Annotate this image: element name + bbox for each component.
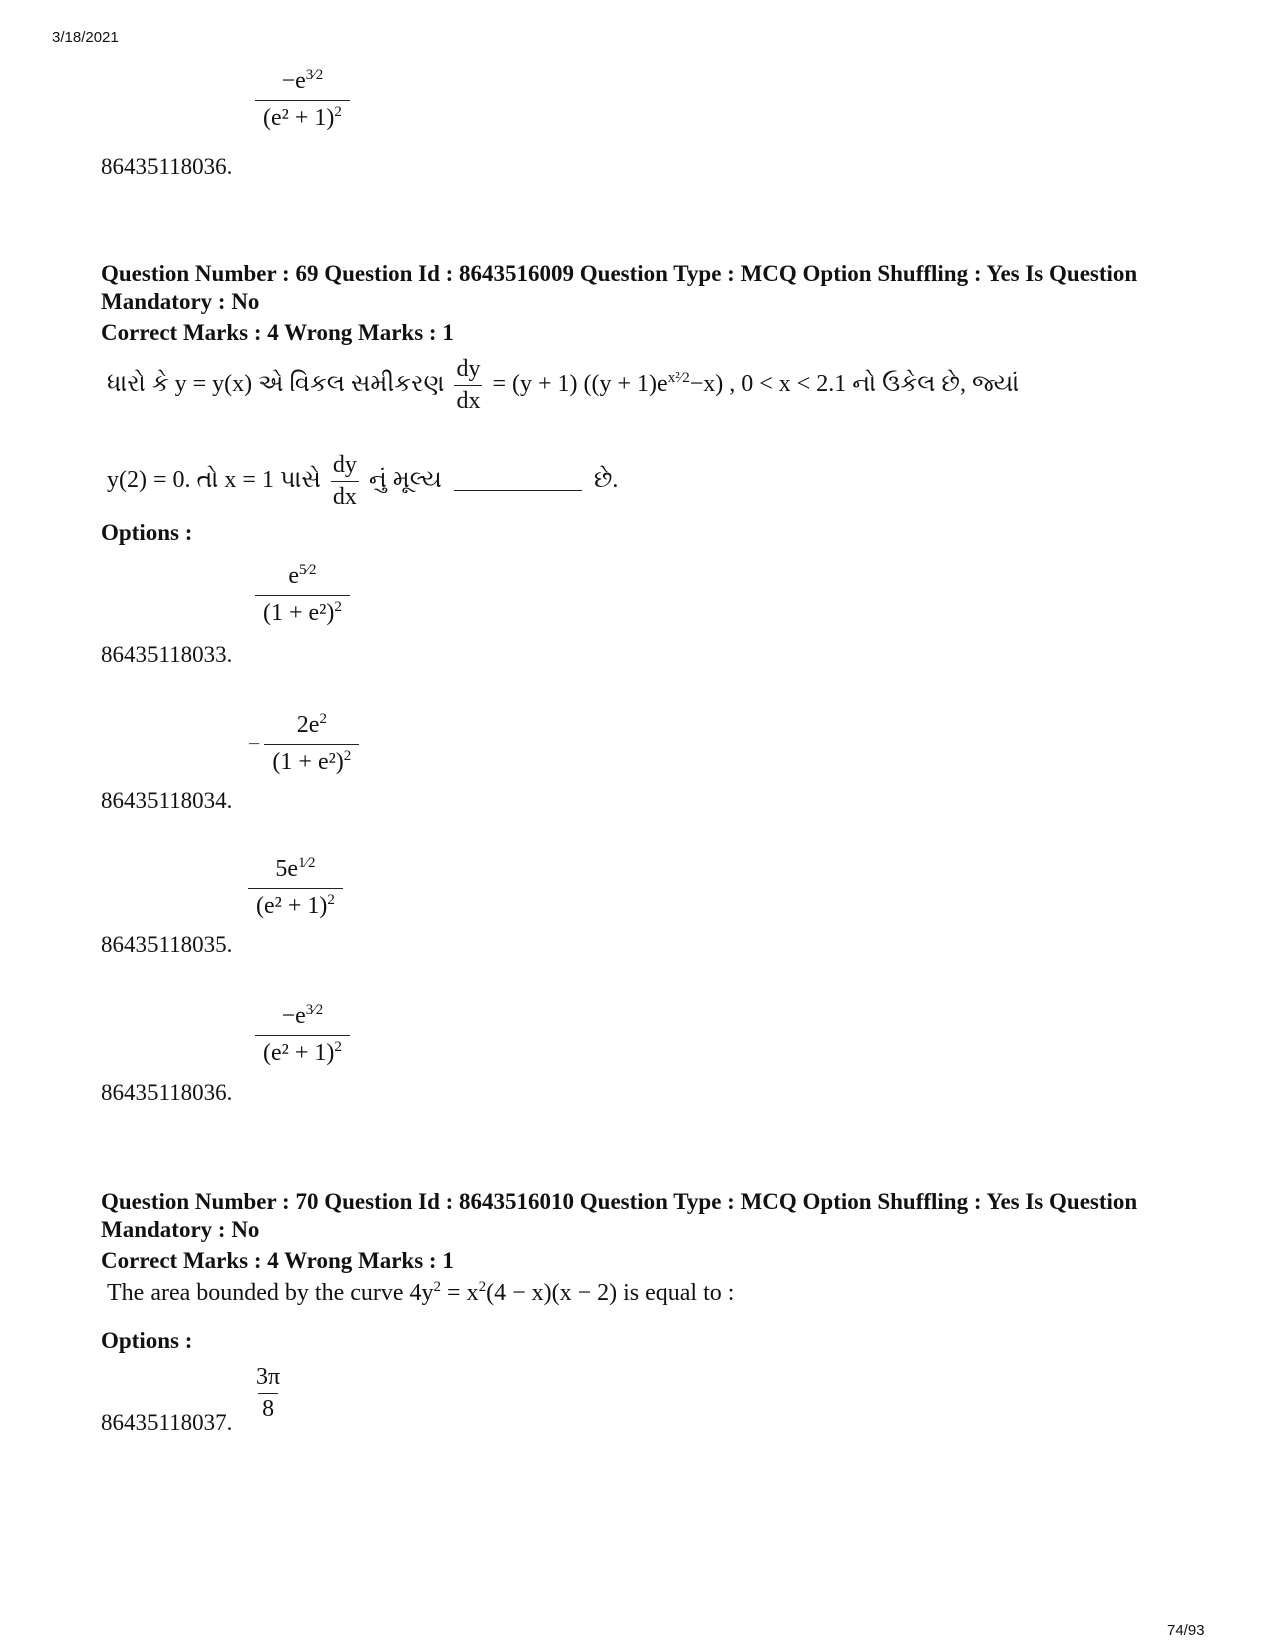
denominator: 8 xyxy=(262,1396,275,1422)
q69-text-line1 xyxy=(107,356,1019,415)
q69-option-2-formula xyxy=(248,712,359,776)
dy-dx-fraction xyxy=(454,356,482,415)
fraction xyxy=(255,68,350,132)
page-number: 74/93 xyxy=(1167,1622,1205,1639)
numerator-exponent: 2 xyxy=(319,711,327,727)
q69-options-label: Options : xyxy=(101,520,193,545)
denominator-exponent: 2 xyxy=(327,892,335,908)
q70-header: Question Number : 70 Question Id : 8643516010 Question Type : MCQ Option Shuffling : Yes Is Question Mandatory : No xyxy=(101,1189,1138,1242)
fraction xyxy=(255,1003,350,1067)
numerator-exponent: 3⁄2 xyxy=(305,67,324,83)
q69-header: Question Number : 69 Question Id : 8643516009 Question Type : MCQ Option Shuffling : Yes Is Question Mandatory : No xyxy=(101,261,1138,314)
denominator-exponent: 2 xyxy=(334,104,342,120)
q69-option-3-id: 86435118035. xyxy=(101,932,233,957)
prev-option-formula xyxy=(255,68,350,132)
q69-option-4-formula xyxy=(255,1003,350,1067)
q69-option-4-id: 86435118036. xyxy=(101,1080,233,1105)
q69-line2-prefix: y(2) = 0. તો x = 1 પાસે xyxy=(107,467,321,494)
q70-option-1-id: 86435118037. xyxy=(101,1410,233,1435)
numerator-exponent: 1⁄2 xyxy=(298,855,316,871)
numerator: −e xyxy=(281,68,306,94)
q69-option-1-id: 86435118033. xyxy=(101,642,233,667)
numerator: 3π xyxy=(256,1364,281,1390)
q69-line1-equation-end: −x) , 0 < x < 2.1 નો ઉકેલ છે, જ્યાં xyxy=(689,371,1020,398)
q69-marks: Correct Marks : 4 Wrong Marks : 1 xyxy=(101,320,454,345)
dy: dy xyxy=(332,452,357,478)
denominator-exponent: 2 xyxy=(343,748,352,764)
denominator: (1 + e²) xyxy=(272,749,344,775)
denominator: (e² + 1) xyxy=(256,893,328,919)
fraction xyxy=(264,712,359,776)
q70-text-mid: = x xyxy=(441,1280,479,1306)
q69-line2-suffix-a: નું મૂલ્ય xyxy=(368,467,442,494)
numerator: e xyxy=(288,563,299,589)
numerator-exponent: 3⁄2 xyxy=(305,1002,324,1018)
numerator: 2e xyxy=(296,712,320,738)
print-date: 3/18/2021 xyxy=(52,29,119,46)
fraction xyxy=(248,856,343,920)
fraction xyxy=(255,563,350,627)
q69-text-line2 xyxy=(107,452,618,511)
q70-options-label: Options : xyxy=(101,1328,193,1353)
q69-option-3-formula xyxy=(248,856,343,920)
q70-exponent-2: 2 xyxy=(478,1279,487,1295)
denominator-exponent: 2 xyxy=(334,599,342,615)
minus-sign: − xyxy=(248,731,261,756)
q70-option-1-formula xyxy=(252,1364,284,1423)
q69-option-2-id: 86435118034. xyxy=(101,788,233,813)
q70-exponent-1: 2 xyxy=(433,1279,442,1295)
numerator: −e xyxy=(281,1003,306,1029)
q69-line1-equation: = (y + 1) ((y + 1)e xyxy=(492,371,668,398)
numerator: 5e xyxy=(275,856,298,882)
prev-option-id: 86435118036. xyxy=(101,154,233,179)
q70-text-suffix: (4 − x)(x − 2) is equal to : xyxy=(486,1280,735,1306)
numerator-exponent: 5⁄2 xyxy=(299,562,317,578)
dy-dx-fraction-2 xyxy=(331,452,359,511)
q70-marks: Correct Marks : 4 Wrong Marks : 1 xyxy=(101,1248,454,1273)
answer-blank xyxy=(454,490,582,491)
q69-option-1-formula xyxy=(255,563,350,627)
q69-line1-prefix: ધારો કે y = y(x) એ વિકલ સમીકરણ xyxy=(107,371,445,398)
denominator: (1 + e²) xyxy=(263,600,335,626)
q69-line2-suffix-b: છે. xyxy=(593,467,619,494)
denominator-exponent: 2 xyxy=(334,1039,342,1055)
fraction xyxy=(252,1364,284,1423)
dx: dx xyxy=(331,481,359,511)
q70-text xyxy=(107,1280,734,1307)
dy: dy xyxy=(456,356,481,382)
denominator: (e² + 1) xyxy=(263,105,335,131)
q69-line1-exponent: x²⁄2 xyxy=(667,370,690,387)
q70-text-prefix: The area bounded by the curve 4y xyxy=(107,1280,434,1306)
dx: dx xyxy=(454,385,482,415)
denominator: (e² + 1) xyxy=(263,1040,335,1066)
